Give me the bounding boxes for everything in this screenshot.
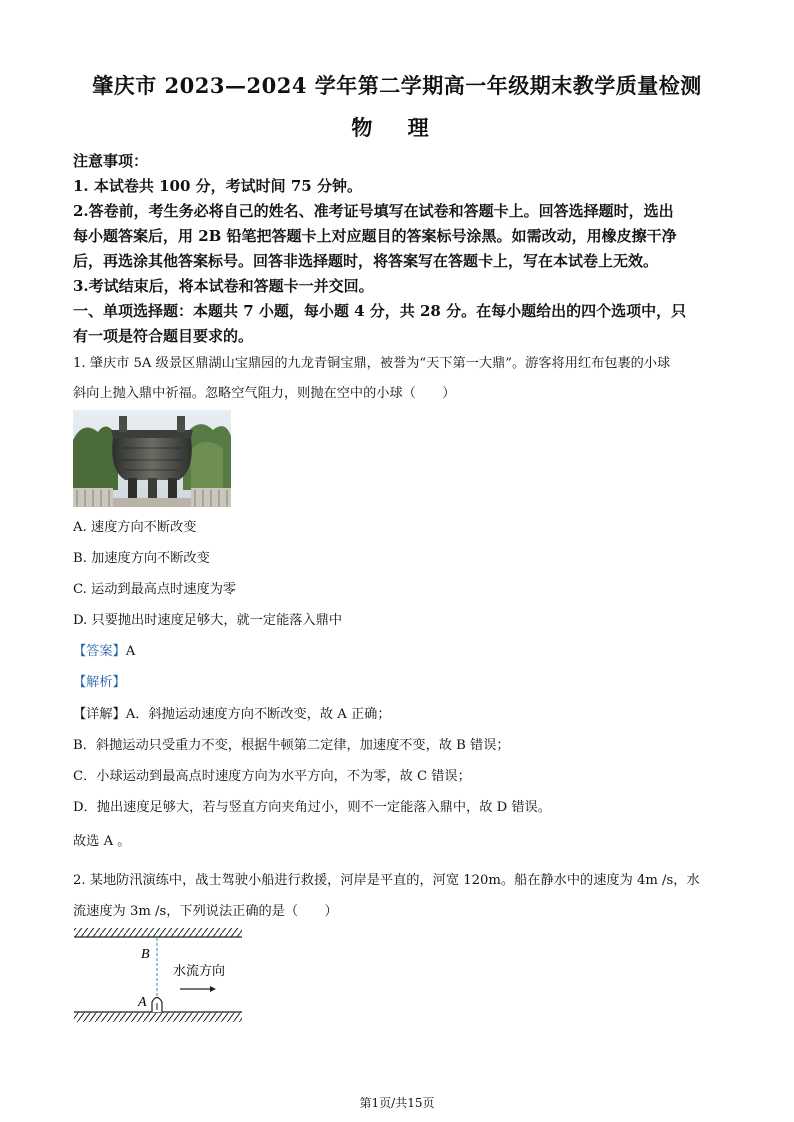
q1-detail-b: B．斜抛运动只受重力不变，根据牛顿第二定律，加速度不变，故 B 错误；	[73, 738, 510, 753]
label-b: B	[141, 947, 150, 962]
section-1-heading-line-2: 有一项是符合题目要求的。	[73, 327, 254, 345]
notice-item-2-line-2: 每小题答案后，用 2B 铅笔把答题卡上对应题目的答案标号涂黑。如需改动，用橡皮擦干净	[73, 227, 677, 245]
notice-item-3: 3.考试结束后，将本试卷和答题卡一并交回。	[73, 277, 374, 295]
q1-option-a: A. 速度方向不断改变	[73, 520, 197, 535]
analysis-tag: 【解析】	[73, 675, 126, 690]
notice-item-1: 1. 本试卷共 100 分，考试时间 75 分钟。	[73, 177, 362, 195]
q2-stem-line-1: 2. 某地防汛演练中，战士驾驶小船进行救援，河岸是平直的，河宽 120m。船在静水中的速度为 4m /s，水	[73, 873, 700, 888]
detail-tag: 【详解】	[73, 707, 126, 722]
q1-detail-a	[73, 703, 391, 722]
flow-arrow-head	[210, 986, 216, 992]
page-number: 第1页/共15页	[359, 1096, 435, 1110]
q1-option-d: D. 只要抛出时速度足够大，就一定能落入鼎中	[73, 613, 343, 628]
exam-title: 肇庆市 2023—2024 学年第二学期高一年级期末教学质量检测	[92, 73, 702, 98]
river-crossing-figure	[72, 925, 247, 1029]
q1-stem-line-2: 斜向上抛入鼎中祈福。忽略空气阻力，则抛在空中的小球（ ）	[73, 386, 456, 401]
river-diagram	[72, 925, 247, 1029]
detail-a-text: A．斜抛运动速度方向不断改变，故 A 正确；	[125, 707, 391, 722]
bottom-bank-hatch	[74, 1012, 242, 1022]
q1-option-b: B. 加速度方向不断改变	[73, 551, 210, 566]
label-a: A	[138, 995, 147, 1010]
q1-conclusion: 故选 A 。	[73, 834, 131, 849]
notice-item-2-line-3: 后，再选涂其他答案标号。回答非选择题时，将答案写在答题卡上，写在本试卷上无效。	[73, 252, 659, 270]
answer-value: A	[125, 644, 136, 659]
notice-item-2-line-1: 2.答卷前，考生务必将自己的姓名、准考证号填写在试卷和答题卡上。回答选择题时，选出	[73, 202, 674, 220]
q1-detail-d: D．抛出速度足够大，若与竖直方向夹角过小，则不一定能落入鼎中，故 D 错误。	[73, 800, 551, 815]
q1-option-c: C. 运动到最高点时速度为零	[73, 582, 237, 597]
bronze-ding-photo	[73, 410, 231, 507]
section-1-heading-line-1: 一、单项选择题：本题共 7 小题，每小题 4 分，共 28 分。在每小题给出的四个选项中，只	[73, 302, 687, 320]
q1-detail-c: C．小球运动到最高点时速度方向为水平方向，不为零，故 C 错误；	[73, 769, 471, 784]
answer-tag: 【答案】	[73, 644, 126, 659]
q1-analysis	[73, 671, 126, 690]
q2-stem-line-2: 流速度为 3m /s，下列说法正确的是（ ）	[73, 904, 338, 919]
top-bank-hatch	[74, 928, 242, 937]
q1-stem-line-1: 1. 肇庆市 5A 级景区鼎湖山宝鼎园的九龙青铜宝鼎，被誉为“天下第一大鼎”。游客将用红布包裹的小球	[73, 356, 671, 371]
flow-direction-label: 水流方向	[173, 964, 226, 979]
notice-heading: 注意事项：	[73, 152, 149, 170]
bronze-ding-image	[73, 410, 231, 507]
subject-title: 物 理	[351, 115, 443, 140]
q1-answer	[73, 640, 135, 659]
